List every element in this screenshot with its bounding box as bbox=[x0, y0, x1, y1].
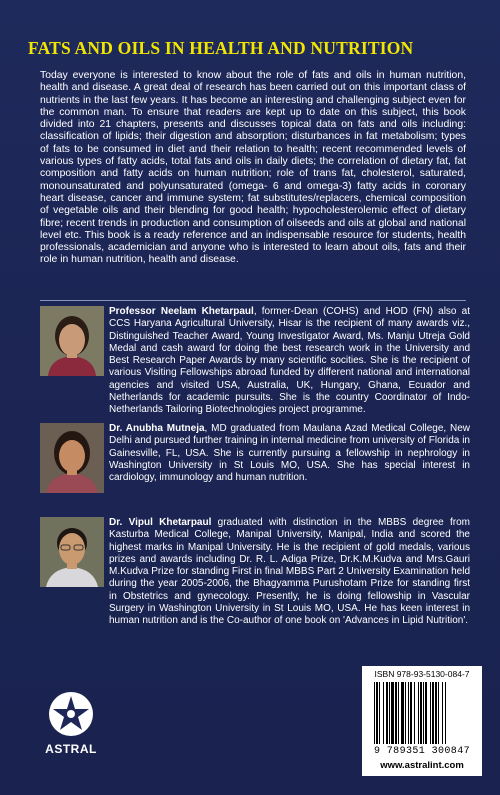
author-bio-text: , MD graduated from Maulana Azad Medical College, New Delhi and pursued further training in internal medicine from university of Florida in Gainesville, FL, USA. She is currently pursuing a fellowship in nephrology in Washington University in St Louis MO, USA. She has special interest in cardiology, immunology and human nutrition. bbox=[109, 423, 470, 484]
author-bio bbox=[109, 423, 470, 484]
isbn-label: ISBN 978-93-5130-084-7 bbox=[374, 669, 470, 679]
publisher-name: ASTRAL bbox=[45, 742, 97, 756]
author-bio-text: , former-Dean (COHS) and HOD (FN) also at CCS Haryana Agricultural University, Hisar is the recipient of many awards viz., Distinguished Teacher Award, Young Investigator Award, Ms. Manju Utreja Gold Medal and cash award for doing the best research work in the University and Best Research Paper Awards by many scientific socities. She is the recipient of various Visiting Fellowships abroad funded by different national and international agencies and visited USA, Australia, UK, Hungary, Ghana, Ecuador and Netherlands for academic pursuits. She is the country Coordinator of Indo-Netherlands Tailoring Biotechnologies project programme. bbox=[109, 306, 470, 416]
author-bio bbox=[109, 517, 470, 628]
barcode-number: 9 789351 300847 bbox=[373, 746, 470, 757]
author-photo-vipul bbox=[40, 517, 104, 587]
barcode bbox=[372, 682, 472, 744]
author-photo-anubha bbox=[40, 423, 104, 493]
author-name: Dr. Vipul Khetarpaul bbox=[109, 517, 212, 528]
divider bbox=[40, 300, 466, 301]
book-title: FATS AND OILS IN HEALTH AND NUTRITION bbox=[28, 38, 414, 58]
author-name: Dr. Anubha Mutneja bbox=[109, 423, 205, 434]
isbn-barcode-block bbox=[362, 666, 482, 776]
author-bio-text: graduated with distinction in the MBBS degree from Kasturba Medical College, Manipal University, Manipal, India and scored the highest marks in Manipal University. He is the recipient of gold medals, various prizes and awards including Dr. R. L. Adiga Prize, Dr.K.M.Kudva and Mrs.Gauri M.Kudva Prize for standing First in final MBBS Part 2 University Examination held during the year 2005-2006, the Bhagyamma Purushotam Prize for standing first in Obstetrics and gynecology. Presently, he is doing fellowship in Vascular Surgery in Washington University in St Louis MO, USA. He has keen interest in human nutrition and is the Co-author of one book on 'Advances in Lipid Nutrition'. bbox=[109, 517, 470, 627]
author-bio bbox=[109, 306, 470, 417]
author-photo-neelam bbox=[40, 306, 104, 376]
author-name: Professor Neelam Khetarpaul bbox=[109, 306, 254, 317]
book-description: Today everyone is interested to know about the role of fats and oils in human nutrition, health and disease. A great deal of research has been carried out on this important class of nutrients in the last few years. It has become an interesting and challenging subject even for the common man. To ensure that readers are kept up to date on this subject, this book divided into 21 chapters, presents and discusses topical data on fats and oils including: classification of lipids; their digestion and absorption; disturbances in fat metabolism; types of fats to be consumed in diet and their relation to health; recent recommended levels of various types of fatty acids, total fats and oils in daily diets; the correlation of dietary fat, fat composition and fatty acids on human nutrition; role of trans fat, cholesterol, saturated, monounsaturated and polyunsaturated (omega- 6 and omega-3) fatty acids in coronary heart disease, cancer and immune system; fat substitutes/replacers, chemical composition of vegetable oils and their blending for good health; hypocholesterolemic effect of dietary fibre; recent trends in production and consumption of oilseeds and oils at global and national level etc. This book is a ready reference and an indispensable resource for students, health professionals, academician and anyone who is interested to learn about oils, fats and their role in human nutrition, health and disease. bbox=[40, 70, 466, 266]
publisher-website: www.astralint.com bbox=[380, 760, 464, 771]
